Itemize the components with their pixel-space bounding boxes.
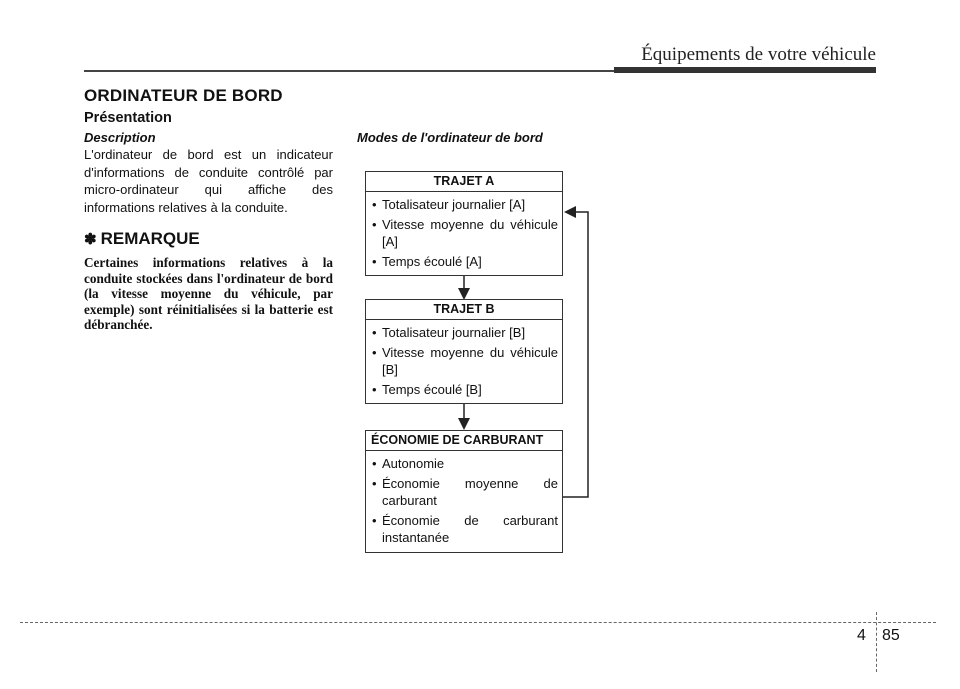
bullet-icon: •: [372, 344, 377, 360]
note-title-text: REMARQUE: [100, 229, 200, 248]
list-item: • Économie de carburant instantanée: [372, 512, 558, 545]
section-title: ORDINATEUR DE BORD: [84, 86, 283, 105]
list-item: • Temps écoulé [A]: [372, 253, 482, 269]
footer-divider: [876, 612, 877, 672]
mode-box-title: TRAJET A: [366, 172, 562, 192]
bullet-icon: •: [372, 475, 377, 491]
list-item: • Vitesse moyenne du véhicule [A]: [372, 216, 558, 249]
list-item: • Autonomie: [372, 456, 445, 471]
description-heading: Description: [84, 130, 156, 145]
mode-box-title: TRAJET B: [366, 300, 562, 320]
loop-return-line: [562, 212, 588, 497]
footer-rule: [20, 622, 936, 623]
chapter-title: Équipements de votre véhicule: [641, 44, 876, 65]
bullet-icon: •: [372, 456, 377, 471]
description-body: L'ordinateur de bord est un indicateur d'informations de conduite contrôlé par micro-ordinateur qui affiche des informations relatives à la conduite.: [84, 147, 333, 215]
bullet-icon: •: [372, 325, 377, 340]
list-item: • Totalisateur journalier [B]: [372, 325, 526, 340]
mode-box-fuel-economy: [365, 430, 563, 553]
mode-item-list: [366, 192, 562, 275]
mode-box-trajet-b: [365, 299, 563, 404]
list-item: • Totalisateur journalier [A]: [372, 197, 526, 212]
mode-box-trajet-a: [365, 171, 563, 276]
note-star-icon: ✽: [84, 231, 97, 248]
mode-box-title: ÉCONOMIE DE CARBURANT: [366, 431, 562, 451]
bullet-icon: •: [372, 216, 377, 232]
subtitle: Présentation: [84, 110, 172, 126]
list-item: • Temps écoulé [B]: [372, 381, 482, 397]
bullet-icon: •: [372, 381, 377, 397]
bullet-icon: •: [372, 197, 377, 212]
page-number: 85: [882, 627, 900, 644]
list-item: • Économie moyenne de carburant: [372, 475, 558, 508]
modes-heading: Modes de l'ordinateur de bord: [357, 130, 543, 145]
mode-item-list: [366, 451, 562, 552]
note-body: Certaines informations relatives à la conduite stockées dans l'ordinateur de bord (la vitesse moyenne du véhicule, par exemple) sont réinitialisées si la batterie est débranchée.: [84, 255, 333, 332]
bullet-icon: •: [372, 512, 377, 528]
mode-item-list: [366, 320, 562, 403]
page-chapter-number: 4: [857, 627, 866, 644]
bullet-icon: •: [372, 253, 377, 269]
list-item: • Vitesse moyenne du véhicule [B]: [372, 344, 558, 377]
